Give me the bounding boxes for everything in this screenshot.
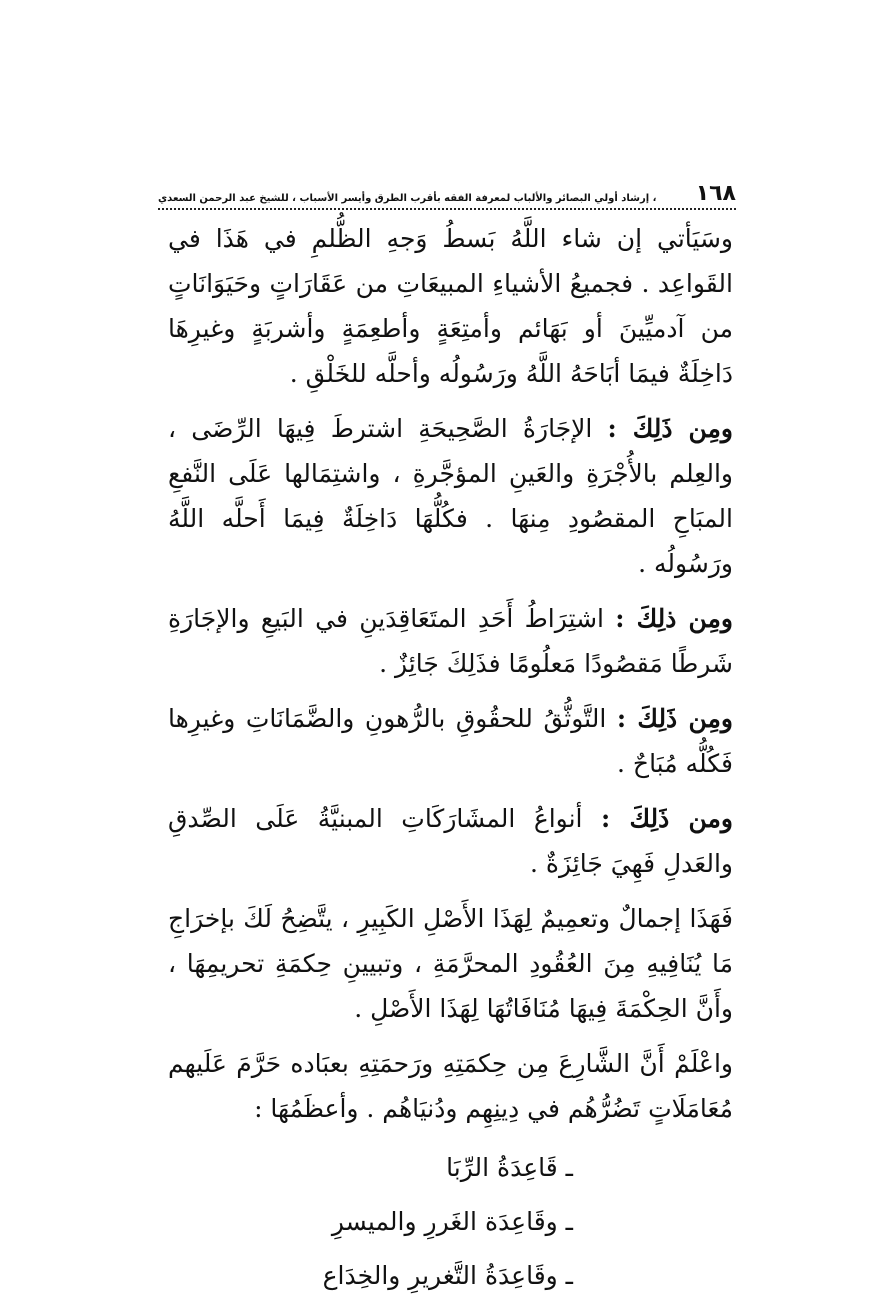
paragraph bbox=[168, 696, 733, 786]
paragraph-text: وسَيَأتي إن شاء اللَّهُ بَسطُ وَجهِ الظُّلمِ في هَذَا في القَواعِد . فجميعُ الأشياءِ المبيعَاتِ من عَقَارَاتٍ وحَيَوَانَاتٍ من آدميِّينَ أو بَهَائم وأمتِعَةٍ وأطعِمَةٍ وأشربَةٍ وغيرِهَا دَاخِلَةٌ فيمَا أبَاحَهُ اللَّهُ ورَسُولُه وأحلَّه للخَلْقِ . bbox=[168, 224, 733, 388]
paragraph-lead: ومِن ذلِكَ : bbox=[615, 604, 733, 633]
page-number: ١٦٨ bbox=[695, 181, 736, 206]
paragraph bbox=[168, 216, 733, 396]
paragraph bbox=[168, 1041, 733, 1131]
paragraph-text: اشتِرَاطُ أَحَدِ المتَعَاقِدَينِ في البَيعِ والإجَارَةِ شَرطًا مَقصُودًا مَعلُومًا فذَلِكَ جَائِزٌ . bbox=[168, 604, 733, 678]
page-body bbox=[168, 216, 733, 1303]
paragraph bbox=[168, 596, 733, 686]
page-header bbox=[158, 180, 736, 206]
paragraph-text: الإجَارَةُ الصَّحِيحَةِ اشترطَ فِيهَا الرِّضَى ، والعِلم بالأُجْرَةِ والعَينِ المؤجَّرةِ ، واشتِمَالها عَلَى النَّفعِ المبَاحِ المقصُودِ مِنهَا . فكُلُّهَا دَاخِلَةٌ فِيمَا أَحلَّه اللَّهُ ورَسُولُه . bbox=[168, 414, 733, 578]
list-item: ـ وقَاعِدَة الغَررِ والميسرِ bbox=[331, 1207, 573, 1236]
rules-list bbox=[168, 1141, 733, 1303]
paragraph-lead: ومِن ذَلِكَ : bbox=[616, 704, 733, 733]
list-item: ـ وقَاعِدَةُ التَّغريرِ والخِدَاع bbox=[322, 1261, 573, 1290]
paragraph-lead: ومن ذَلِكَ : bbox=[600, 804, 733, 833]
paragraph bbox=[168, 896, 733, 1031]
running-title: ، إرشاد أولي البصائر والألباب لمعرفة الفقه بأقرب الطرق وأيسر الأسباب ، للشيخ عبد الرحمن السعدي bbox=[158, 193, 657, 204]
paragraph-text: التَّوثُّقُ للحقُوقِ بالرُّهونِ والضَّمَانَاتِ وغيرِها فَكُلُّه مُبَاحٌ . bbox=[168, 704, 733, 778]
list-item: ـ قَاعِدَةُ الرِّبَا bbox=[446, 1153, 573, 1182]
header-rule bbox=[158, 208, 736, 210]
paragraph-text: فَهَذَا إجمالٌ وتعمِيمٌ لِهَذَا الأَصْلِ الكَبِيرِ ، يتَّضِحُ لَكَ بإخرَاجِ مَا يُنَافِيهِ مِنَ العُقُودِ المحرَّمَةِ ، وتبيينِ حِكمَةِ تحريمِهَا ، وأَنَّ الحِكْمَةَ فِيهَا مُنَافَاتُهَا لِهَذَا الأَصْلِ . bbox=[168, 904, 733, 1023]
paragraph-text: أنواعُ المشَارَكَاتِ المبنيَّةُ عَلَى الصِّدقِ والعَدلِ فَهِيَ جَائِزَةٌ . bbox=[168, 804, 733, 878]
paragraph-lead: ومِن ذَلِكَ : bbox=[607, 414, 733, 443]
paragraph bbox=[168, 406, 733, 586]
paragraph-text: واعْلَمْ أَنَّ الشَّارِعَ مِن حِكمَتِهِ ورَحمَتِهِ بعبَاده حَرَّمَ عَلَيهم مُعَامَلَاتٍ تَضُرُّهُم في دِينِهِم ودُنيَاهُم . وأعظَمُهَا : bbox=[168, 1049, 733, 1123]
paragraph bbox=[168, 796, 733, 886]
